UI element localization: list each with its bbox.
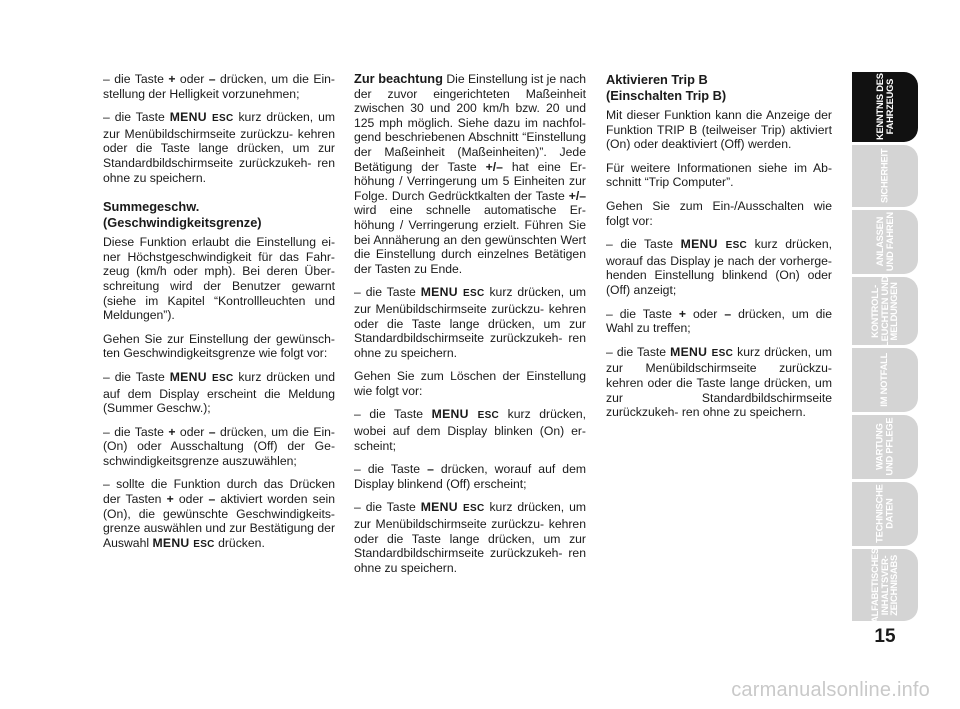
minus-key-symbol: – (208, 492, 216, 507)
tab-anlassen-und-fahren[interactable]: ANLASSEN UND FAHREN (852, 210, 918, 274)
tab-technische-daten[interactable]: TECHNISCHE DATEN (852, 482, 918, 546)
tab-kontrollleuchten-und-meldungen[interactable]: KONTROLL- LEUCHTEN UND MELDUNGEN (852, 277, 918, 345)
plus-key-symbol: + (166, 492, 174, 507)
paragraph: – die Taste MENU ESC kurz drücken, wobei auf dem Display blinken (On) er- scheint; (354, 407, 586, 453)
paragraph: – die Taste – drücken, worauf auf dem Display blinkend (Off) erscheint; (354, 462, 586, 491)
paragraph: – die Taste MENU ESC kurz drücken, um zur Menübildschirmseite zurückzu- kehren oder die Taste lange drücken, um zur Standardbildschirmseite zurückzukeh- ren ohne zu speichern. (354, 285, 586, 360)
paragraph: – die Taste + oder – drücken, um die Wahl zu treffen; (606, 306, 832, 336)
menu-key-label: MENU ESC (169, 110, 234, 125)
menu-key-label: MENU ESC (431, 407, 500, 422)
plus-key-symbol: + (678, 306, 686, 321)
menu-key-label: MENU ESC (670, 344, 734, 359)
paragraph: – die Taste + oder – drücken, um die Ein- (On) oder Ausschaltung (Off) der Ge- schwindigkeitsgrenze auszuwählen; (103, 424, 335, 468)
paragraph: – die Taste MENU ESC kurz drücken, worauf das Display je nach der vorherge- henden Einstellung blinkend (On) oder (Off) anzeigt; (606, 237, 832, 297)
page-number: 15 (874, 626, 896, 647)
watermark: carmanualsonline.info (731, 679, 930, 701)
plus-key-symbol: + (168, 72, 176, 86)
paragraph: Mit dieser Funktion kann die Anzeige der Funktion TRIP B (teilweiser Trip) aktiviert (On) oder deaktiviert (Off) werden. (606, 108, 832, 152)
minus-key-symbol: – (208, 72, 216, 86)
text-column-3 (606, 72, 832, 429)
tab-alfabetisches-inhaltsverzeichnis[interactable]: ALFABETISCHES INHALTSVER- ZEICHNISABS (852, 549, 918, 621)
menu-key-label: MENU ESC (680, 237, 748, 252)
paragraph: – die Taste MENU ESC kurz drücken, um zur Menübildschirmseite zurückzu- kehren oder die Taste lange drücken, um zur Standardbildschirmseite zurückzukeh- ren ohne zu speichern. (354, 500, 586, 575)
text-column-1 (103, 72, 335, 561)
paragraph: – die Taste MENU ESC kurz drücken, um zur Menübildschirmseite zurückzu- kehren oder die Taste lange drücken, um zur Standardbildschirmseite zurückzukeh- ren ohne zu speichern. (606, 344, 833, 420)
menu-key-label: MENU ESC (420, 500, 485, 515)
paragraph: Für weitere Informationen siehe im Ab- schnitt “Trip Computer”. (606, 160, 832, 190)
note-label: Zur beachtung (354, 71, 443, 86)
paragraph: – die Taste MENU ESC kurz drücken und auf dem Display erscheint die Meldung (Summer Geschw.); (103, 369, 335, 416)
tab-im-notfall[interactable]: IM NOTFALL (852, 348, 918, 412)
tab-kenntnis-des-fahrzeugs[interactable]: KENNTNIS DES FAHRZEUGS (852, 72, 918, 142)
menu-key-label: MENU ESC (420, 285, 485, 300)
minus-key-symbol: – (724, 306, 732, 321)
menu-key-label: MENU ESC (152, 535, 215, 550)
plus-minus-key-symbol: +/– (568, 188, 586, 203)
paragraph: – die Taste MENU ESC kurz drücken, um zur Menübildschirmseite zurückzu- kehren oder die Taste lange drücken, um zur Standardbildschirmseite zurückzukeh- ren ohne zu speichern. (103, 110, 335, 185)
tab-sicherheit[interactable]: SICHERHEIT (852, 145, 918, 207)
paragraph: Gehen Sie zum Löschen der Einstellung wie folgt vor: (354, 369, 586, 398)
minus-key-symbol: – (208, 424, 216, 439)
text-column-2 (354, 72, 586, 584)
plus-minus-key-symbol: +/– (485, 159, 503, 174)
menu-key-label: MENU ESC (169, 369, 234, 384)
minus-key-symbol: – (427, 462, 434, 477)
paragraph: – die Taste + oder – drücken, um die Ein- stellung der Helligkeit vorzunehmen; (103, 72, 335, 101)
paragraph: Diese Funktion erlaubt die Einstellung ei- ner Höchstgeschwindigkeit für das Fahr- zeug (km/h oder mph). Bei deren Über- schreitung wird der Benutzer gewarnt (siehe im Kapitel “Kontrollleuchten und Meldungen”). (103, 235, 335, 323)
paragraph: Gehen Sie zum Ein-/Ausschalten wie folgt vor: (606, 198, 832, 228)
plus-key-symbol: + (168, 424, 176, 439)
section-heading-trip-b: Aktivieren Trip B (Einschalten Trip B) (606, 72, 727, 103)
section-heading-speed-limit: Summegeschw. (Geschwindigkeitsgrenze) (103, 199, 262, 231)
note-paragraph: Zur beachtung Die Einstellung ist je nach der zuvor eingerichteten Maßeinheit zwischen 30 und 200 km/h bzw. 20 und 125 mph möglich. Siehe dazu im nachfol- gend beschriebenen Abschnitt “Einstellung der Maßeinheit (Maßeinheiten)”. Jede Betätigung der Taste +/– hat eine Er- höhung / Verringerung um 5 Einheiten zur Folge. Durch Gedrücktkalten der Taste +/– wird eine schnelle automatische Er- höhung / Verringerung erzielt. Führen Sie bei Annäherung an den gewünschten Wert die Einstellung durch einzelnes Betätigen der Tasten zu Ende. (354, 71, 586, 276)
tab-wartung-und-pflege[interactable]: WARTUNG UND PFLEGE (852, 415, 918, 479)
paragraph: – sollte die Funktion durch das Drücken der Tasten + oder – aktiviert worden sein (On), die gewünschte Geschwindigkeits- grenze auswählen und zur Bestätigung der Auswahl MENU ESC drücken. (103, 477, 335, 550)
paragraph: Gehen Sie zur Einstellung der gewünsch- ten Geschwindigkeitsgrenze wie folgt vor: (103, 331, 335, 361)
